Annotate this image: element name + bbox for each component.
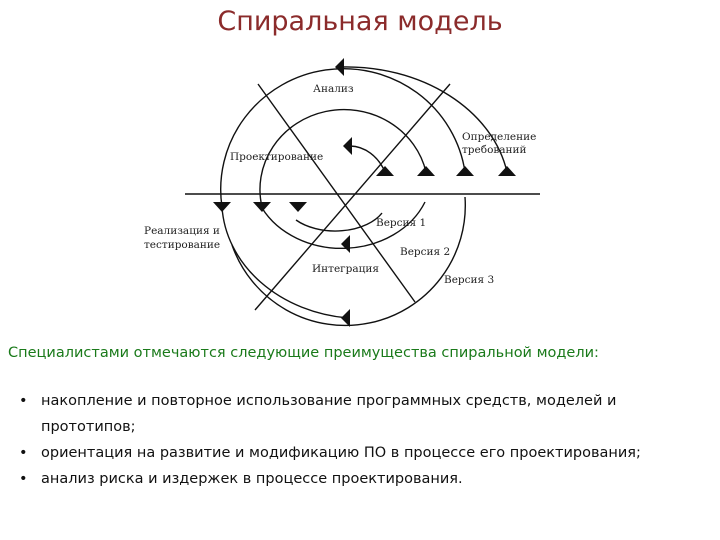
advantages-list <box>19 388 713 492</box>
arrowhead-design <box>343 137 352 155</box>
label-version-2: Версия 2 <box>400 246 451 258</box>
arrowhead-analysis <box>335 58 344 76</box>
list-item <box>19 440 713 466</box>
label-implementation-line2: тестирование <box>144 239 221 251</box>
arrowhead-down-2 <box>253 202 271 212</box>
bullet-marker: • <box>19 471 28 487</box>
list-item-text: ориентация на развитие и модификацию ПО в процессе его проектирования; <box>41 445 641 461</box>
list-item-text: анализ риска и издержек в процессе проектирования. <box>41 471 463 487</box>
label-version-1: Версия 1 <box>376 217 427 229</box>
diagonal-axis-2 <box>255 84 450 310</box>
spiral-turn-inner-bottom <box>296 213 382 231</box>
intro-text: Специалистами отмечаются следующие преимущества спиральной модели: <box>8 345 599 361</box>
label-requirements-line2: требований <box>462 144 527 156</box>
label-integration: Интеграция <box>312 263 380 275</box>
list-item <box>19 466 713 492</box>
arrowhead-down-3 <box>289 202 307 212</box>
bullet-marker: • <box>19 445 28 461</box>
list-item <box>19 388 713 440</box>
arrowhead-integration <box>341 235 350 253</box>
label-implementation-line1: Реализация и <box>144 225 220 237</box>
label-version-3: Версия 3 <box>444 274 495 286</box>
spiral-turn-outer-right <box>232 197 465 325</box>
arrowhead-up-2 <box>417 166 435 176</box>
bullet-marker: • <box>19 393 28 409</box>
label-design: Проектирование <box>230 151 324 163</box>
slide-title: Спиральная модель <box>217 6 503 37</box>
spiral-turn-outermost <box>342 67 507 172</box>
arrowhead-up-3 <box>456 166 474 176</box>
label-requirements-line1: Определение <box>462 131 537 143</box>
arrowhead-bottom <box>341 309 350 327</box>
arrowhead-up-4 <box>498 166 516 176</box>
list-item-text: накопление и повторное использование программных средств, моделей и прототипов; <box>41 393 617 435</box>
label-analysis: Анализ <box>313 83 354 95</box>
arrowhead-down-1 <box>213 202 231 212</box>
spiral-turn-inner <box>350 146 385 172</box>
